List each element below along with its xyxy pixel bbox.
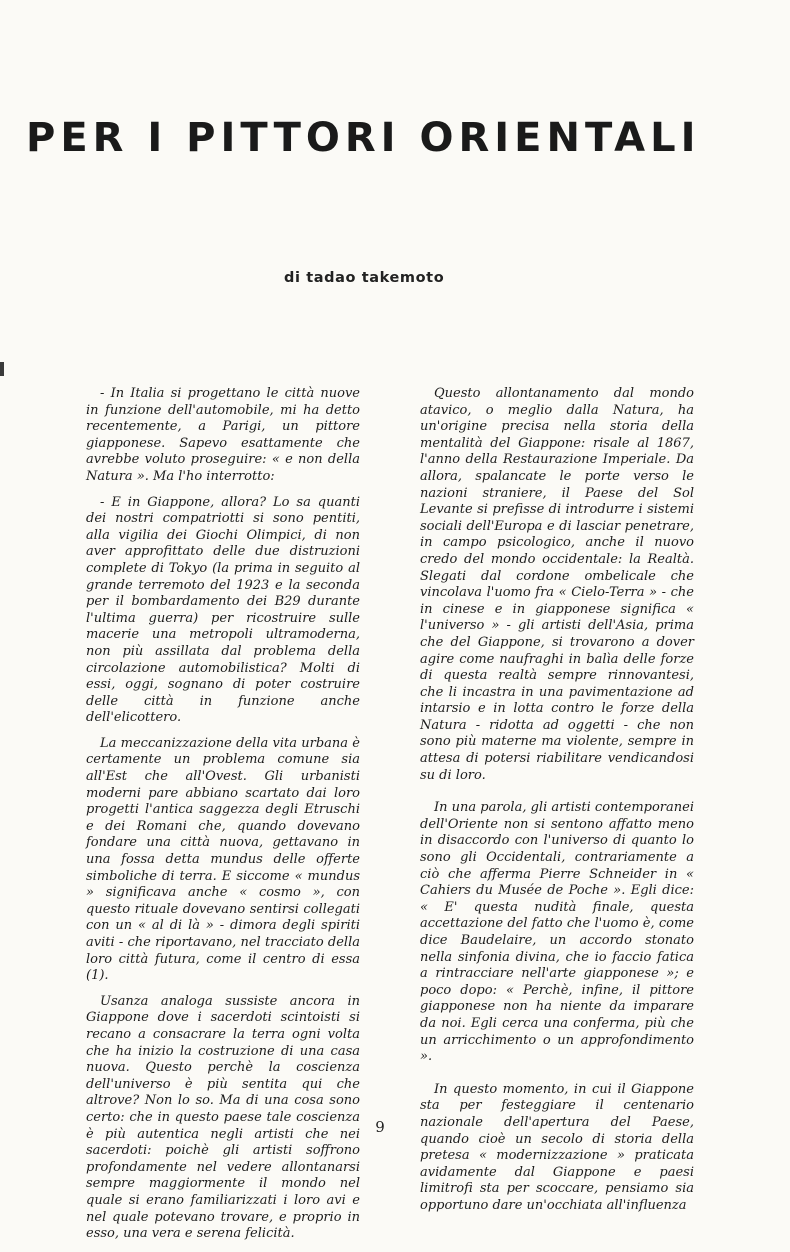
paragraph: - E in Giappone, allora? Lo sa quanti dei nostri compatriotti si sono pentiti, alla vigilia dei Giochi Olimpici, di non aver approfittato delle due distruzioni complete di Tokyo (la prima in seguito al grande terremoto del 1923 e la seconda per il bombardamento dei B29 durante l'ultima guerra) per ricostruire sulle macerie una metropoli ultramoderna, non più assillata dal problema della circolazione automobilistica? Molti di essi, oggi, sognano di poter costruire delle città in funzione anche dell'elicottero.	[86, 494, 360, 726]
page-number: 9	[375, 1118, 385, 1136]
paragraph: - In Italia si progettano le città nuove in funzione dell'automobile, mi ha detto recentemente, a Parigi, un pittore giapponese. Sapevo esattamente che avrebbe voluto proseguire: « e non della Natura ». Ma l'ho interrotto:	[86, 386, 360, 484]
paragraph: Usanza analoga sussiste ancora in Giappone dove i sacerdoti scintoisti si recano a consacrare la terra ogni volta che ha inizio la costruzione di una casa nuova. Questo perchè la coscienza dell'universo è più sentita qui che altrove? Non lo so. Ma di una cosa sono certo: che in questo paese tale coscienza è più autentica negli artisti che nei sacerdoti: poichè gli artisti soffrono profondamente nel vedere allontanarsi sempre maggiormente il mondo nel quale si erano familiarizzati i loro avi e nel quale potevano trovare, e proprio in esso, una vera e serena felicità.	[86, 993, 360, 1242]
paragraph: La meccanizzazione della vita urbana è certamente un problema comune sia all'Est che all'Ovest. Gli urbanisti moderni pare abbiano scartato dai loro progetti l'antica saggezza degli Etruschi e dei Romani che, quando dovevano fondare una città nuova, gettavano in una fossa detta mundus delle offerte simboliche di terra. E siccome « mundus » significava anche « cosmo », con questo rituale dovevano sentirsi collegati con un « al di là » - dimora degli spiriti aviti - che riportavano, nel tracciato della loro città futura, come il centro di essa (1).	[86, 735, 360, 984]
article-byline: di tadao takemoto	[284, 270, 445, 286]
text-column-left	[86, 386, 360, 1252]
paragraph: Questo allontanamento dal mondo atavico, o meglio dalla Natura, ha un'origine precisa nella storia della mentalità del Giappone: risale al 1867, l'anno della Restaurazione Imperiale. Da allora, spalancate le porte verso le nazioni straniere, il Paese del Sol Levante si prefisse di introdurre i sistemi sociali dell'Europa e di lasciar penetrare, in campo psicologico, anche il nuovo credo del mondo occidentale: la Realtà. Slegati dal cordone ombelicale che vincolava l'uomo fra « Cielo-Terra » - che in cinese e in giapponese significa « l'universo » - gli artisti dell'Asia, prima che del Giappone, si trovarono a dover agire come naufraghi in balìa delle forze di questa realtà sempre rinnovantesi, che li incastra in una pavimentazione ad intarsio e in lotta contro le forze della Natura - ridotta ad oggetti - che non sono più materne ma violente, sempre in attesa di potersi riabilitare vendicandosi su di loro.	[420, 386, 694, 783]
paragraph: In questo momento, in cui il Giappone sta per festeggiare il centenario nazionale dell'apertura del Paese, quando cioè un secolo di storia della pretesa « modernizzazione » praticata avidamente dal Giappone e paesi limitrofi sta per scoccare, pensiamo sia opportuno dare un'occhiata all'influenza	[420, 1081, 694, 1213]
text-column-right	[420, 386, 694, 1224]
article-title: PER I PITTORI ORIENTALI	[26, 115, 701, 161]
binding-edge-mark	[0, 362, 4, 376]
paragraph: In una parola, gli artisti contemporanei dell'Oriente non si sentono affatto meno in disaccordo con l'universo di quanto lo sono gli Occidentali, contrariamente a ciò che afferma Pierre Schneider in « Cahiers du Musée de Poche ». Egli dice: « E' questa nudità finale, questa accettazione del fatto che l'uomo è, come dice Baudelaire, un accordo stonato nella sinfonia divina, che io faccio fatica a rintracciare nell'arte giapponese »; e poco dopo: « Perchè, infine, il pittore giapponese non ha niente da imparare da noi. Egli cerca una conferma, più che un arricchimento o un approfondimento ».	[420, 800, 694, 1065]
